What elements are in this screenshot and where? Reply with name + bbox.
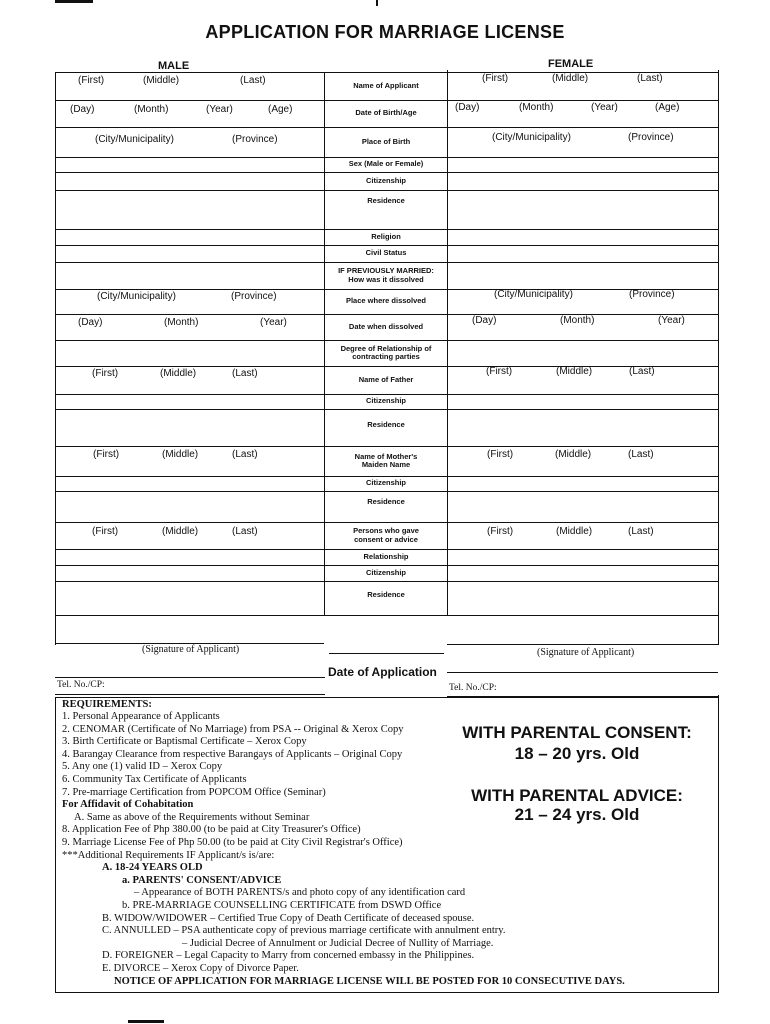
field-label-line: consent or advice <box>354 534 418 544</box>
sub-label-first: (First) <box>93 449 120 460</box>
requirement-line: B. WIDOW/WIDOWER – Certified True Copy of Death Certificate of deceased spouse. <box>102 912 475 924</box>
scan-mark <box>128 1020 164 1023</box>
sub-label-middle: (Middle) <box>162 526 199 537</box>
field-label: Place where dissolved <box>345 296 427 306</box>
requirements-box-border <box>55 992 718 993</box>
sub-label-last: (Last) <box>232 526 258 537</box>
field-label <box>325 262 447 289</box>
field-label: Place of Birth <box>361 136 411 146</box>
field-label: Citizenship <box>365 567 406 577</box>
sub-label-city: (City/Municipality) <box>492 132 571 143</box>
requirement-line: 8. Application Fee of Php 380.00 (to be paid at City Treasurer's Office) <box>62 824 361 836</box>
sub-label-first: (First) <box>92 526 119 537</box>
parental-consent-title: WITH PARENTAL CONSENT: <box>462 723 692 742</box>
sub-label-day: (Day) <box>70 104 95 115</box>
sub-label-month: (Month) <box>519 102 554 113</box>
requirement-line: NOTICE OF APPLICATION FOR MARRIAGE LICENSE WILL BE POSTED FOR 10 CONSECUTIVE DAYS. <box>114 975 625 987</box>
sub-label-last: (Last) <box>628 449 654 460</box>
field-label-line: How was it dissolved <box>348 274 424 284</box>
sub-label-first: (First) <box>487 449 514 460</box>
field-label: Citizenship <box>365 478 406 488</box>
requirements-box-border <box>718 695 719 993</box>
sub-label-province: (Province) <box>232 134 278 145</box>
field-label: Name of Father <box>358 374 414 384</box>
sub-label-last: (Last) <box>232 449 258 460</box>
sub-label-last: (Last) <box>628 526 654 537</box>
requirement-line: D. FOREIGNER – Legal Capacity to Marry from concerned embassy in the Philippines. <box>102 950 475 962</box>
sub-label-month: (Month) <box>560 315 595 326</box>
requirement-line: For Affidavit of Cohabitation <box>62 799 194 811</box>
requirement-line: 9. Marriage License Fee of Php 50.00 (to be paid at City Civil Registrar's Office) <box>62 837 403 848</box>
requirement-line: – Judicial Decree of Annulment or Judicial Decree of Nullity of Marriage. <box>182 937 494 949</box>
requirements-box-border <box>55 697 56 993</box>
form-title: APPLICATION FOR MARRIAGE LICENSE <box>205 22 565 42</box>
field-label-line: IF PREVIOUSLY MARRIED: <box>338 266 434 276</box>
field-label-line: Name of Mother's <box>354 451 418 461</box>
scan-mark <box>55 0 93 3</box>
sub-label-city: (City/Municipality) <box>95 134 174 145</box>
sub-label-age: (Age) <box>655 102 680 113</box>
parental-advice-age: 21 – 24 yrs. Old <box>514 805 640 824</box>
field-label: Residence <box>367 195 405 205</box>
requirement-line: A. Same as above of the Requirements without Seminar <box>74 811 310 823</box>
date-line <box>329 653 444 654</box>
requirements-heading: REQUIREMENTS: <box>62 699 152 710</box>
male-header: MALE <box>158 60 190 72</box>
requirement-line: a. PARENTS' CONSENT/ADVICE <box>122 874 282 886</box>
requirement-line: b. PRE-MARRIAGE COUNSELLING CERTIFICATE from DSWD Office <box>122 900 442 911</box>
male-tel-label: Tel. No./CP: <box>57 680 105 690</box>
field-label: Sex (Male or Female) <box>348 159 424 169</box>
requirements-box-border <box>55 697 718 698</box>
requirement-line: A. 18-24 YEARS OLD <box>102 862 203 874</box>
field-label: Residence <box>367 589 405 599</box>
sub-label-middle: (Middle) <box>556 366 593 377</box>
field-label-line: contracting parties <box>352 352 420 361</box>
sub-label-first: (First) <box>78 75 105 86</box>
date-of-application-label: Date of Application <box>328 665 437 679</box>
sub-label-last: (Last) <box>629 366 655 377</box>
field-label: Residence <box>367 419 405 429</box>
sub-label-city: (City/Municipality) <box>494 289 573 300</box>
requirement-line: 3. Birth Certificate or Baptismal Certificate – Xerox Copy <box>62 736 307 748</box>
sub-label-day: (Day) <box>472 315 497 326</box>
sub-label-middle: (Middle) <box>160 368 197 379</box>
field-label: Date when dissolved <box>348 321 424 331</box>
parental-advice-title: WITH PARENTAL ADVICE: <box>471 786 683 805</box>
sub-label-first: (First) <box>482 73 509 84</box>
field-label <box>325 340 447 366</box>
sub-label-city: (City/Municipality) <box>97 291 176 302</box>
requirement-line: C. ANNULLED – PSA authenticate copy of previous marriage certificate with annulment entry. <box>102 925 506 937</box>
sub-label-province: (Province) <box>231 291 277 302</box>
sub-label-age: (Age) <box>268 104 293 115</box>
field-label: Residence <box>367 496 405 506</box>
sub-label-middle: (Middle) <box>555 449 592 460</box>
field-label: Date of Birth/Age <box>355 108 417 118</box>
female-tel-label: Tel. No./CP: <box>449 683 497 693</box>
sub-label-first: (First) <box>486 366 513 377</box>
signature-line <box>55 677 325 678</box>
sub-label-middle: (Middle) <box>556 526 593 537</box>
center-column-right-border <box>447 70 448 615</box>
field-label: Citizenship <box>365 396 406 406</box>
requirement-line: 4. Barangay Clearance from respective Barangays of Applicants – Original Copy <box>62 748 403 760</box>
female-signature-label: (Signature of Applicant) <box>537 647 635 658</box>
field-label: Citizenship <box>365 175 406 185</box>
sub-label-first: (First) <box>92 368 119 379</box>
sub-label-year: (Year) <box>260 317 287 328</box>
sub-label-last: (Last) <box>240 75 266 86</box>
field-label <box>325 446 447 476</box>
requirement-line: E. DIVORCE – Xerox Copy of Divorce Paper. <box>102 963 299 974</box>
sub-label-last: (Last) <box>637 73 663 84</box>
row-line <box>55 615 719 616</box>
sub-label-day: (Day) <box>455 102 480 113</box>
sub-label-last: (Last) <box>232 368 258 379</box>
field-label: Religion <box>371 231 401 241</box>
requirement-line: 5. Any one (1) valid ID – Xerox Copy <box>62 761 223 773</box>
scan-mark <box>376 0 378 6</box>
requirement-line: 1. Personal Appearance of Applicants <box>62 711 220 722</box>
sub-label-month: (Month) <box>164 317 199 328</box>
requirement-line: 2. CENOMAR (Certificate of No Marriage) from PSA -- Original & Xerox Copy <box>62 723 404 735</box>
sub-label-middle: (Middle) <box>162 449 199 460</box>
sub-label-day: (Day) <box>78 317 103 328</box>
sub-label-province: (Province) <box>629 289 675 300</box>
sub-label-year: (Year) <box>658 315 685 326</box>
parental-consent-age: 18 – 20 yrs. Old <box>514 744 640 763</box>
female-header: FEMALE <box>548 58 594 70</box>
requirement-line: 7. Pre-marriage Certification from POPCOM Office (Seminar) <box>62 786 326 798</box>
sub-label-province: (Province) <box>628 132 674 143</box>
field-label-line: Persons who gave <box>353 526 419 536</box>
field-label: Name of Applicant <box>353 80 419 90</box>
field-label <box>325 522 447 549</box>
sub-label-first: (First) <box>487 526 514 537</box>
field-label: Relationship <box>363 551 409 561</box>
male-signature-label: (Signature of Applicant) <box>142 644 240 655</box>
field-label: Civil Status <box>365 248 407 258</box>
requirement-line: – Appearance of BOTH PARENTS/s and photo copy of any identification card <box>134 887 466 899</box>
sub-label-year: (Year) <box>591 102 618 113</box>
signature-line <box>447 672 718 673</box>
sub-label-middle: (Middle) <box>143 75 180 86</box>
sub-label-year: (Year) <box>206 104 233 115</box>
tel-line <box>55 694 325 695</box>
requirement-line: ***Additional Requirements IF Applicant/s is/are: <box>62 849 275 861</box>
row-line <box>447 644 718 645</box>
sub-label-middle: (Middle) <box>552 73 589 84</box>
field-label-line: Maiden Name <box>361 460 411 469</box>
field-label-line: Degree of Relationship of <box>340 343 432 353</box>
sub-label-month: (Month) <box>134 104 169 115</box>
requirement-line: 6. Community Tax Certificate of Applicants <box>62 774 247 785</box>
